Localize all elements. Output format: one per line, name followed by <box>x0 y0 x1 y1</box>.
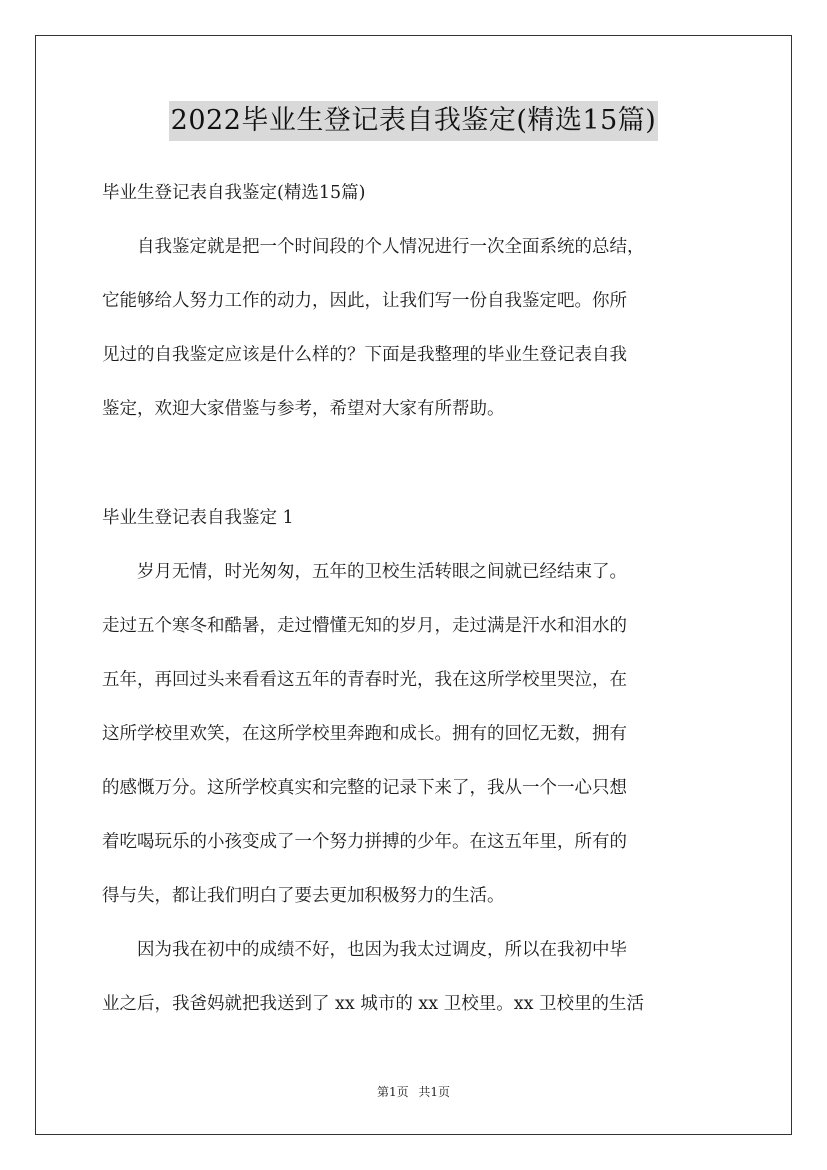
paragraph-line: 五年，再回过头来看看这五年的青春时光，我在这所学校里哭泣，在 <box>102 670 627 690</box>
intro-line: 它能够给人努力工作的动力，因此，让我们写一份自我鉴定吧。你所 <box>102 291 627 311</box>
title-container <box>0 101 827 141</box>
paragraph-line: 业之后，我爸妈就把我送到了 xx 城市的 xx 卫校里。xx 卫校里的生活 <box>102 994 645 1014</box>
page-number: 第1页 <box>376 1085 409 1099</box>
paragraph-line: 得与失，都让我们明白了要去更加积极努力的生活。 <box>102 886 505 906</box>
total-pages: 共1页 <box>418 1085 451 1099</box>
paragraph-line: 因为我在初中的成绩不好，也因为我太过调皮，所以在我初中毕 <box>102 940 627 960</box>
intro-line: 见过的自我鉴定应该是什么样的？下面是我整理的毕业生登记表自我 <box>102 345 627 365</box>
paragraph-line: 着吃喝玩乐的小孩变成了一个努力拼搏的少年。在这五年里，所有的 <box>102 832 627 852</box>
intro-line: 自我鉴定就是把一个时间段的个人情况进行一次全面系统的总结， <box>102 237 645 257</box>
document-subtitle: 毕业生登记表自我鉴定(精选15篇) <box>102 183 366 203</box>
page-footer <box>0 1083 827 1100</box>
paragraph-line: 走过五个寒冬和酷暑，走过懵懂无知的岁月，走过满是汗水和泪水的 <box>102 616 627 636</box>
intro-line: 鉴定，欢迎大家借鉴与参考，希望对大家有所帮助。 <box>102 399 505 419</box>
paragraph-line: 岁月无情，时光匆匆，五年的卫校生活转眼之间就已经结束了。 <box>102 562 627 582</box>
section-heading: 毕业生登记表自我鉴定 1 <box>102 508 294 528</box>
document-title: 2022毕业生登记表自我鉴定(精选15篇) <box>169 101 659 141</box>
paragraph-line: 的感慨万分。这所学校真实和完整的记录下来了，我从一个一心只想 <box>102 778 627 798</box>
paragraph-line: 这所学校里欢笑，在这所学校里奔跑和成长。拥有的回忆无数，拥有 <box>102 724 627 744</box>
